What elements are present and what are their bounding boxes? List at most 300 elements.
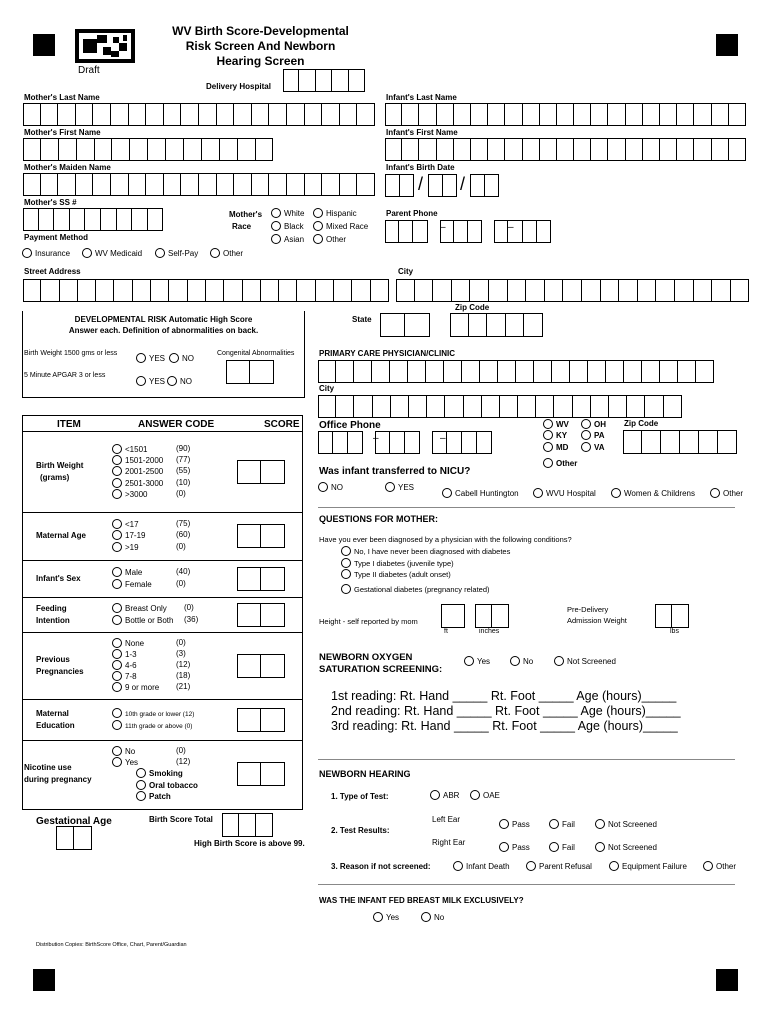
answer-option[interactable] — [112, 720, 192, 730]
char-box[interactable] — [390, 360, 408, 383]
left-ear-fail[interactable]: Fail — [549, 819, 575, 829]
char-box[interactable] — [283, 69, 299, 92]
char-box[interactable] — [78, 279, 96, 302]
payment-other[interactable]: Other — [210, 248, 243, 258]
char-box[interactable] — [642, 360, 660, 383]
score-digit-box[interactable] — [261, 708, 285, 732]
reason-other[interactable]: Other — [703, 861, 736, 871]
score-digit-box[interactable] — [237, 603, 261, 627]
char-box[interactable] — [462, 431, 477, 454]
score-digit-box[interactable] — [226, 360, 250, 384]
gestational-age-box[interactable] — [56, 826, 92, 850]
reason-equipment-failure[interactable]: Equipment Failure — [609, 861, 687, 871]
char-box[interactable] — [95, 138, 113, 161]
char-box[interactable] — [426, 360, 444, 383]
char-box[interactable] — [400, 174, 415, 197]
birth-weight-yes[interactable]: YES — [136, 353, 165, 363]
birth-weight-no[interactable]: NO — [169, 353, 194, 363]
infant-last-name-field[interactable] — [385, 103, 746, 126]
char-box[interactable] — [41, 173, 59, 196]
char-box[interactable] — [712, 138, 729, 161]
char-box[interactable] — [540, 138, 557, 161]
char-box[interactable] — [661, 430, 680, 454]
score-digit-box[interactable] — [261, 460, 285, 484]
score-digit-box[interactable] — [237, 460, 261, 484]
answer-option[interactable] — [112, 649, 137, 659]
char-box[interactable] — [318, 360, 336, 383]
char-box[interactable] — [181, 103, 199, 126]
char-box[interactable] — [660, 138, 677, 161]
char-box[interactable] — [454, 103, 471, 126]
char-box[interactable] — [642, 430, 661, 454]
score-entry-box[interactable] — [237, 762, 285, 786]
char-box[interactable] — [557, 103, 574, 126]
char-box[interactable] — [199, 173, 217, 196]
char-box[interactable] — [574, 103, 591, 126]
payment-insurance[interactable]: Insurance — [22, 248, 70, 258]
char-box[interactable] — [111, 103, 129, 126]
char-box[interactable] — [58, 103, 76, 126]
char-box[interactable] — [318, 431, 333, 454]
office-phone-field[interactable] — [318, 431, 492, 454]
char-box[interactable] — [348, 431, 363, 454]
char-box[interactable] — [623, 430, 642, 454]
char-box[interactable] — [447, 431, 462, 454]
char-box[interactable] — [485, 174, 500, 197]
char-box[interactable] — [252, 173, 270, 196]
race-option-mixed[interactable]: Mixed Race — [313, 221, 368, 231]
char-box[interactable] — [694, 138, 711, 161]
char-box[interactable] — [164, 103, 182, 126]
diabetes-type2[interactable]: Type II diabetes (adult onset) — [341, 569, 451, 579]
char-box[interactable] — [675, 279, 694, 302]
char-box[interactable] — [608, 138, 625, 161]
payment-wv-medicaid[interactable]: WV Medicaid — [82, 248, 142, 258]
char-box[interactable] — [252, 103, 270, 126]
score-entry-box[interactable] — [237, 524, 285, 548]
char-box[interactable] — [505, 138, 522, 161]
score-digit-box[interactable] — [441, 604, 465, 628]
state-option-wv[interactable]: WV — [543, 419, 569, 429]
char-box[interactable] — [357, 173, 375, 196]
char-box[interactable] — [23, 208, 39, 231]
char-box[interactable] — [699, 430, 718, 454]
char-box[interactable] — [731, 279, 750, 302]
char-box[interactable] — [287, 173, 305, 196]
apgar-no[interactable]: NO — [167, 376, 192, 386]
char-box[interactable] — [552, 360, 570, 383]
admission-weight-box[interactable] — [655, 604, 689, 628]
char-box[interactable] — [454, 220, 468, 243]
char-box[interactable] — [60, 279, 78, 302]
char-box[interactable] — [399, 220, 413, 243]
score-digit-box[interactable] — [222, 813, 239, 837]
char-box[interactable] — [287, 103, 305, 126]
parent-phone-field[interactable] — [385, 220, 551, 243]
char-box[interactable] — [101, 208, 117, 231]
char-box[interactable] — [199, 103, 217, 126]
answer-option[interactable] — [112, 708, 194, 718]
char-box[interactable] — [340, 103, 358, 126]
answer-option[interactable] — [112, 603, 167, 613]
char-box[interactable] — [437, 103, 454, 126]
answer-option[interactable] — [112, 671, 137, 681]
char-box[interactable] — [419, 138, 436, 161]
char-box[interactable] — [133, 279, 151, 302]
char-box[interactable] — [354, 360, 372, 383]
score-digit-box[interactable] — [492, 604, 509, 628]
race-option-other[interactable]: Other — [313, 234, 346, 244]
mother-ssn-field[interactable] — [23, 208, 163, 231]
char-box[interactable] — [712, 103, 729, 126]
birth-date-day[interactable] — [428, 174, 457, 197]
reason-infant-death[interactable]: Infant Death — [453, 861, 510, 871]
char-box[interactable] — [261, 279, 279, 302]
char-box[interactable] — [169, 279, 187, 302]
pcp-city-field[interactable] — [318, 395, 682, 418]
char-box[interactable] — [606, 360, 624, 383]
oxygen-yes[interactable]: Yes — [464, 656, 490, 666]
char-box[interactable] — [536, 395, 554, 418]
race-option-white[interactable]: White — [271, 208, 304, 218]
char-box[interactable] — [316, 69, 332, 92]
char-box[interactable] — [132, 208, 148, 231]
char-box[interactable] — [729, 138, 746, 161]
char-box[interactable] — [677, 103, 694, 126]
breast-milk-no[interactable]: No — [421, 912, 444, 922]
char-box[interactable] — [452, 279, 471, 302]
char-box[interactable] — [117, 208, 133, 231]
char-box[interactable] — [217, 103, 235, 126]
score-digit-box[interactable] — [672, 604, 689, 628]
char-box[interactable] — [371, 279, 389, 302]
char-box[interactable] — [217, 173, 235, 196]
score-digit-box[interactable] — [250, 360, 274, 384]
char-box[interactable] — [656, 279, 675, 302]
char-box[interactable] — [385, 138, 402, 161]
state-option-pa[interactable]: PA — [581, 430, 605, 440]
char-box[interactable] — [437, 138, 454, 161]
char-box[interactable] — [58, 173, 76, 196]
tobacco-sub-option[interactable] — [136, 791, 171, 801]
char-box[interactable] — [443, 174, 458, 197]
char-box[interactable] — [627, 395, 645, 418]
height-inches-box[interactable] — [475, 604, 509, 628]
char-box[interactable] — [506, 313, 525, 337]
char-box[interactable] — [471, 138, 488, 161]
score-digit-box[interactable] — [655, 604, 672, 628]
char-box[interactable] — [508, 279, 527, 302]
char-box[interactable] — [444, 360, 462, 383]
answer-option[interactable] — [112, 455, 163, 465]
char-box[interactable] — [405, 431, 420, 454]
char-box[interactable] — [445, 395, 463, 418]
payment-self-pay[interactable]: Self-Pay — [155, 248, 198, 258]
char-box[interactable] — [402, 138, 419, 161]
char-box[interactable] — [712, 279, 731, 302]
char-box[interactable] — [469, 313, 488, 337]
char-box[interactable] — [385, 220, 399, 243]
char-box[interactable] — [526, 279, 545, 302]
answer-option[interactable] — [112, 542, 139, 552]
char-box[interactable] — [696, 360, 714, 383]
nicu-hospital-wvu[interactable]: WVU Hospital — [533, 488, 596, 498]
reason-parent-refusal[interactable]: Parent Refusal — [526, 861, 592, 871]
state-option-ky[interactable]: KY — [543, 430, 567, 440]
answer-option[interactable] — [112, 567, 142, 577]
char-box[interactable] — [494, 220, 508, 243]
char-box[interactable] — [664, 395, 682, 418]
char-box[interactable] — [269, 173, 287, 196]
score-digit-box[interactable] — [261, 603, 285, 627]
score-digit-box[interactable] — [237, 524, 261, 548]
char-box[interactable] — [59, 138, 77, 161]
char-box[interactable] — [41, 103, 59, 126]
oxygen-no[interactable]: No — [510, 656, 533, 666]
char-box[interactable] — [129, 173, 147, 196]
char-box[interactable] — [146, 103, 164, 126]
birth-date-month[interactable] — [385, 174, 414, 197]
score-digit-box[interactable] — [475, 604, 492, 628]
char-box[interactable] — [488, 103, 505, 126]
birth-score-total-box[interactable] — [222, 813, 273, 837]
char-box[interactable] — [500, 395, 518, 418]
char-box[interactable] — [427, 395, 445, 418]
char-box[interactable] — [318, 395, 336, 418]
state-option-other[interactable]: Other — [543, 458, 577, 468]
score-digit-box[interactable] — [256, 813, 273, 837]
score-digit-box[interactable] — [261, 524, 285, 548]
birth-date-year[interactable] — [470, 174, 499, 197]
char-box[interactable] — [523, 220, 537, 243]
char-box[interactable] — [591, 395, 609, 418]
char-box[interactable] — [694, 103, 711, 126]
char-box[interactable] — [591, 138, 608, 161]
char-box[interactable] — [151, 279, 169, 302]
char-box[interactable] — [470, 174, 485, 197]
char-box[interactable] — [433, 279, 452, 302]
char-box[interactable] — [694, 279, 713, 302]
test-abr[interactable]: ABR — [430, 790, 459, 800]
score-digit-box[interactable] — [56, 826, 74, 850]
char-box[interactable] — [70, 208, 86, 231]
char-box[interactable] — [349, 69, 365, 92]
score-digit-box[interactable] — [237, 708, 261, 732]
oxygen-reading-1[interactable]: 1st reading: Rt. Hand _____ Rt. Foot _____ Age (hours)_____ — [331, 689, 677, 703]
char-box[interactable] — [450, 313, 469, 337]
answer-option[interactable] — [112, 682, 159, 692]
char-box[interactable] — [256, 138, 274, 161]
score-entry-box[interactable] — [237, 460, 285, 484]
char-box[interactable] — [408, 360, 426, 383]
char-box[interactable] — [93, 173, 111, 196]
char-box[interactable] — [234, 103, 252, 126]
char-box[interactable] — [477, 431, 492, 454]
char-box[interactable] — [234, 173, 252, 196]
char-box[interactable] — [129, 103, 147, 126]
char-box[interactable] — [148, 138, 166, 161]
char-box[interactable] — [643, 138, 660, 161]
char-box[interactable] — [96, 279, 114, 302]
char-box[interactable] — [470, 279, 489, 302]
char-box[interactable] — [385, 174, 400, 197]
char-box[interactable] — [269, 103, 287, 126]
apgar-yes[interactable]: YES — [136, 376, 165, 386]
char-box[interactable] — [322, 173, 340, 196]
char-box[interactable] — [563, 279, 582, 302]
char-box[interactable] — [279, 279, 297, 302]
char-box[interactable] — [554, 395, 572, 418]
char-box[interactable] — [482, 395, 500, 418]
char-box[interactable] — [357, 103, 375, 126]
nicu-hospital-women-childrens[interactable]: Women & Childrens — [611, 488, 695, 498]
char-box[interactable] — [188, 279, 206, 302]
char-box[interactable] — [619, 279, 638, 302]
char-box[interactable] — [624, 360, 642, 383]
char-box[interactable] — [415, 279, 434, 302]
right-ear-fail[interactable]: Fail — [549, 842, 575, 852]
char-box[interactable] — [573, 395, 591, 418]
mother-first-name-field[interactable] — [23, 138, 273, 161]
char-box[interactable] — [428, 174, 443, 197]
score-digit-box[interactable] — [261, 654, 285, 678]
char-box[interactable] — [297, 279, 315, 302]
oxygen-reading-3[interactable]: 3rd reading: Rt. Hand _____ Rt. Foot _____ Age (hours)_____ — [331, 719, 678, 733]
char-box[interactable] — [545, 279, 564, 302]
char-box[interactable] — [220, 138, 238, 161]
answer-option[interactable] — [112, 519, 139, 529]
score-digit-box[interactable] — [237, 654, 261, 678]
infant-first-name-field[interactable] — [385, 138, 746, 161]
score-entry-box[interactable] — [237, 654, 285, 678]
state-option-oh[interactable]: OH — [581, 419, 606, 429]
pcp-field[interactable] — [318, 360, 714, 383]
answer-option[interactable] — [112, 444, 147, 454]
char-box[interactable] — [524, 313, 543, 337]
score-digit-box[interactable] — [237, 762, 261, 786]
char-box[interactable] — [582, 279, 601, 302]
char-box[interactable] — [402, 103, 419, 126]
char-box[interactable] — [660, 103, 677, 126]
char-box[interactable] — [396, 279, 415, 302]
delivery-hospital-field[interactable] — [283, 69, 365, 92]
char-box[interactable] — [677, 138, 694, 161]
char-box[interactable] — [336, 360, 354, 383]
answer-option[interactable] — [112, 757, 138, 767]
char-box[interactable] — [332, 69, 348, 92]
char-box[interactable] — [130, 138, 148, 161]
char-box[interactable] — [570, 360, 588, 383]
char-box[interactable] — [238, 138, 256, 161]
diabetes-type1[interactable]: Type I diabetes (juvenile type) — [341, 558, 454, 568]
answer-option[interactable] — [112, 530, 145, 540]
char-box[interactable] — [464, 395, 482, 418]
char-box[interactable] — [354, 395, 372, 418]
char-box[interactable] — [41, 279, 59, 302]
char-box[interactable] — [471, 103, 488, 126]
char-box[interactable] — [480, 360, 498, 383]
char-box[interactable] — [626, 103, 643, 126]
char-box[interactable] — [405, 313, 430, 337]
char-box[interactable] — [224, 279, 242, 302]
char-box[interactable] — [518, 395, 536, 418]
answer-option[interactable] — [112, 660, 137, 670]
char-box[interactable] — [316, 279, 334, 302]
test-oae[interactable]: OAE — [470, 790, 500, 800]
char-box[interactable] — [557, 138, 574, 161]
tobacco-sub-option[interactable] — [136, 768, 183, 778]
zip-code-field[interactable] — [450, 313, 543, 337]
answer-option[interactable] — [112, 615, 173, 625]
char-box[interactable] — [333, 431, 348, 454]
char-box[interactable] — [85, 208, 101, 231]
char-box[interactable] — [340, 173, 358, 196]
char-box[interactable] — [352, 279, 370, 302]
char-box[interactable] — [93, 103, 111, 126]
char-box[interactable] — [523, 138, 540, 161]
char-box[interactable] — [534, 360, 552, 383]
race-option-hispanic[interactable]: Hispanic — [313, 208, 357, 218]
char-box[interactable] — [23, 103, 41, 126]
char-box[interactable] — [588, 360, 606, 383]
score-entry-box[interactable] — [237, 603, 285, 627]
char-box[interactable] — [41, 138, 59, 161]
tobacco-sub-option[interactable] — [136, 780, 198, 790]
char-box[interactable] — [23, 279, 41, 302]
score-digit-box[interactable] — [239, 813, 256, 837]
char-box[interactable] — [680, 430, 699, 454]
char-box[interactable] — [608, 103, 625, 126]
mother-maiden-name-field[interactable] — [23, 173, 375, 196]
char-box[interactable] — [609, 395, 627, 418]
answer-option[interactable] — [112, 478, 163, 488]
char-box[interactable] — [468, 220, 482, 243]
state-field[interactable] — [380, 313, 430, 337]
char-box[interactable] — [336, 395, 354, 418]
answer-option[interactable] — [112, 579, 152, 589]
nicu-no[interactable]: NO — [318, 482, 343, 492]
state-option-va[interactable]: VA — [581, 442, 605, 452]
char-box[interactable] — [419, 103, 436, 126]
char-box[interactable] — [409, 395, 427, 418]
answer-option[interactable] — [112, 638, 144, 648]
char-box[interactable] — [299, 69, 315, 92]
race-option-asian[interactable]: Asian — [271, 234, 304, 244]
height-feet-box[interactable] — [441, 604, 465, 628]
race-option-black[interactable]: Black — [271, 221, 304, 231]
char-box[interactable] — [76, 103, 94, 126]
char-box[interactable] — [112, 138, 130, 161]
char-box[interactable] — [462, 360, 480, 383]
char-box[interactable] — [77, 138, 95, 161]
char-box[interactable] — [23, 173, 41, 196]
char-box[interactable] — [23, 138, 41, 161]
score-entry-box[interactable] — [237, 708, 285, 732]
answer-option[interactable] — [112, 466, 163, 476]
score-digit-box[interactable] — [237, 567, 261, 591]
char-box[interactable] — [146, 173, 164, 196]
char-box[interactable] — [498, 360, 516, 383]
char-box[interactable] — [645, 395, 663, 418]
pcp-zip-field[interactable] — [623, 430, 737, 454]
char-box[interactable] — [164, 173, 182, 196]
char-box[interactable] — [181, 173, 199, 196]
mother-last-name-field[interactable] — [23, 103, 375, 126]
char-box[interactable] — [488, 138, 505, 161]
char-box[interactable] — [626, 138, 643, 161]
char-box[interactable] — [206, 279, 224, 302]
char-box[interactable] — [114, 279, 132, 302]
